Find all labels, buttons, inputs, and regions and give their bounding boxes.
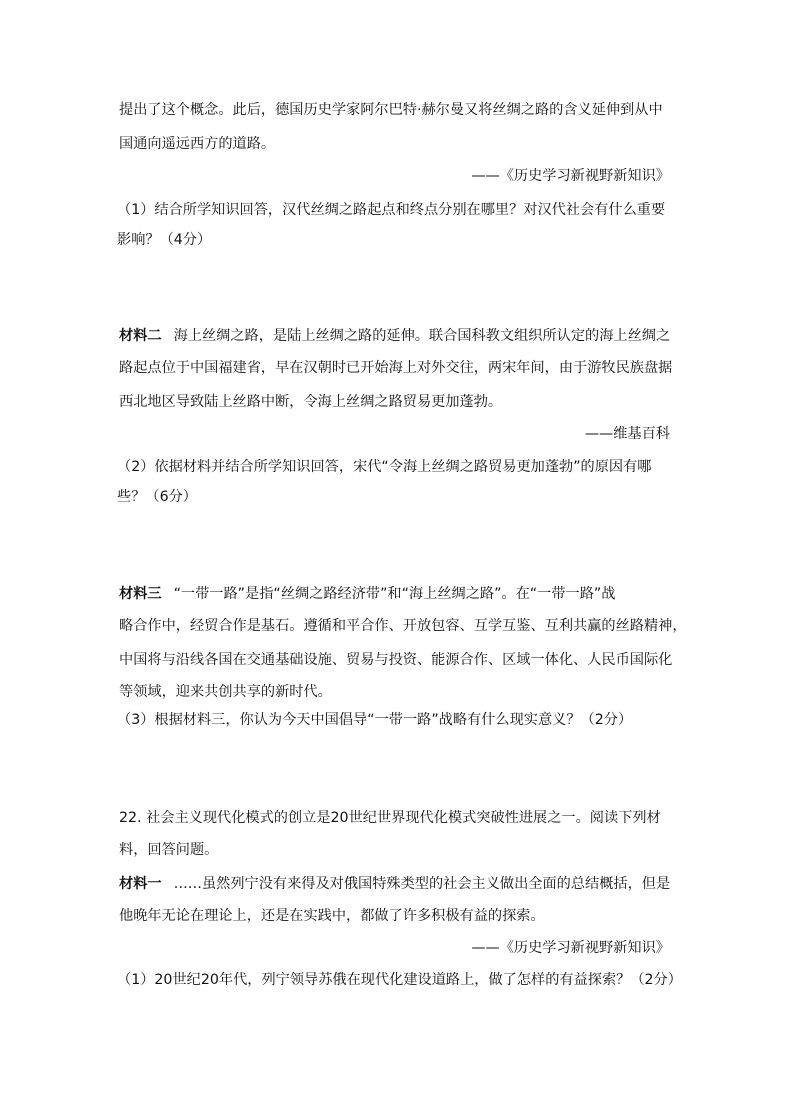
question-line: （1）结合所学知识回答，汉代丝绸之路起点和终点分别在哪里？对汉代社会有什么重要 xyxy=(117,202,666,218)
source-citation: ——《历史学习新视野新知识》 xyxy=(471,168,670,184)
material-line: 等领域，迎来共创共享的新时代。 xyxy=(119,684,332,700)
problem-stem: 22. 社会主义现代化模式的创立是20世纪世界现代化模式突破性进展之一。阅读下列材 xyxy=(119,810,661,826)
material-line: 他晚年无论在理论上，还是在实践中，都做了许多积极有益的探索。 xyxy=(119,908,545,924)
material-line: 西北地区导致陆上丝路中断，令海上丝绸之路贸易更加蓬勃。 xyxy=(119,394,503,410)
source-citation: ——《历史学习新视野新知识》 xyxy=(471,940,670,956)
question-line: （1）20世纪20年代，列宁领导苏俄在现代化建设道路上，做了怎样的有益探索？（2分） xyxy=(117,972,682,988)
question-line: （2）依据材料并结合所学知识回答，宋代“令海上丝绸之路贸易更加蓬勃”的原因有哪 xyxy=(117,459,652,475)
material-line: 略合作中，经贸合作是基石。遵循和平合作、开放包容、互学互鉴、互利共赢的丝路精神， xyxy=(119,618,687,634)
material-line xyxy=(119,326,679,346)
material-line xyxy=(119,874,679,894)
material-text: “一带一路”是指“丝绸之路经济带”和“海上丝绸之路”。在“一带一路”战 xyxy=(173,586,616,602)
material-text: 海上丝绸之路，是陆上丝绸之路的延伸。联合国科教文组织所认定的海上丝绸之 xyxy=(173,328,671,344)
material-line xyxy=(119,584,679,604)
material-line: 路起点位于中国福建省，早在汉朝时已开始海上对外交往，两宋年间，由于游牧民族盘据 xyxy=(119,360,673,376)
material-heading: 材料二 xyxy=(119,328,162,344)
material-line: 中国将与沿线各国在交通基础设施、贸易与投资、能源合作、区域一体化、人民币国际化 xyxy=(119,652,673,668)
paragraph-line: 国通向遥远西方的道路。 xyxy=(119,136,276,152)
paragraph-line: 提出了这个概念。此后，德国历史学家阿尔巴特·赫尔曼又将丝绸之路的含义延伸到从中 xyxy=(119,102,663,118)
question-line: 些？（6分） xyxy=(117,489,197,505)
source-citation: ——维基百科 xyxy=(584,426,670,442)
material-heading: 材料三 xyxy=(119,586,162,602)
question-line: 影响？（4分） xyxy=(117,232,212,248)
material-heading: 材料一 xyxy=(119,876,162,892)
question-line: （3）根据材料三，你认为今天中国倡导“一带一路”战略有什么现实意义？（2分） xyxy=(117,712,633,728)
problem-stem: 料，回答问题。 xyxy=(119,842,219,858)
material-text: ……虽然列宁没有来得及对俄国特殊类型的社会主义做出全面的总结概括，但是 xyxy=(173,876,671,892)
